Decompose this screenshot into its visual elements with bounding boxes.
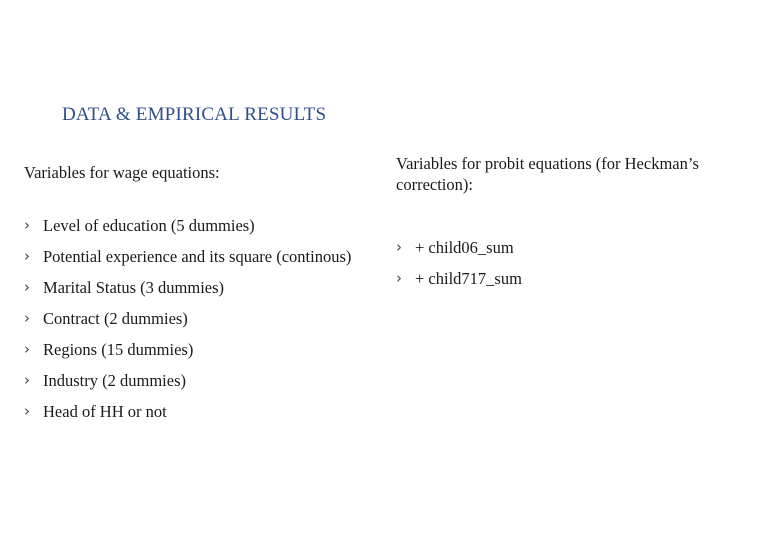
chevron-right-icon: › bbox=[24, 278, 30, 296]
chevron-right-icon: › bbox=[24, 371, 30, 389]
list-item-label: Industry (2 dummies) bbox=[43, 371, 186, 390]
list-item bbox=[24, 215, 354, 236]
list-item-label: + child717_sum bbox=[415, 269, 522, 288]
list-item bbox=[24, 401, 354, 422]
list-item-label: Contract (2 dummies) bbox=[43, 309, 188, 328]
chevron-right-icon: › bbox=[396, 238, 402, 256]
probit-variables-column bbox=[396, 153, 736, 299]
chevron-right-icon: › bbox=[24, 216, 30, 234]
probit-variables-heading: Variables for probit equations (for Heckman’s correction): bbox=[396, 154, 699, 194]
chevron-right-icon: › bbox=[24, 402, 30, 420]
list-item bbox=[24, 370, 354, 391]
wage-variables-column bbox=[24, 162, 354, 432]
list-item-label: Level of education (5 dummies) bbox=[43, 216, 255, 235]
chevron-right-icon: › bbox=[24, 247, 30, 265]
list-item-label: Head of HH or not bbox=[43, 402, 167, 421]
list-item bbox=[24, 277, 354, 298]
list-item bbox=[24, 308, 354, 329]
wage-variables-list bbox=[24, 215, 354, 422]
list-item bbox=[396, 268, 736, 289]
chevron-right-icon: › bbox=[24, 340, 30, 358]
list-item bbox=[24, 339, 354, 360]
chevron-right-icon: › bbox=[24, 309, 30, 327]
list-item-label: + child06_sum bbox=[415, 238, 514, 257]
chevron-right-icon: › bbox=[396, 269, 402, 287]
list-item-label: Potential experience and its square (continous) bbox=[43, 247, 352, 266]
list-item bbox=[396, 237, 736, 258]
list-item-label: Regions (15 dummies) bbox=[43, 340, 194, 359]
slide-title: DATA & EMPIRICAL RESULTS bbox=[62, 104, 327, 125]
list-item bbox=[24, 246, 354, 267]
list-item-label: Marital Status (3 dummies) bbox=[43, 278, 225, 297]
probit-variables-list bbox=[396, 237, 736, 289]
wage-variables-heading: Variables for wage equations: bbox=[24, 163, 220, 182]
